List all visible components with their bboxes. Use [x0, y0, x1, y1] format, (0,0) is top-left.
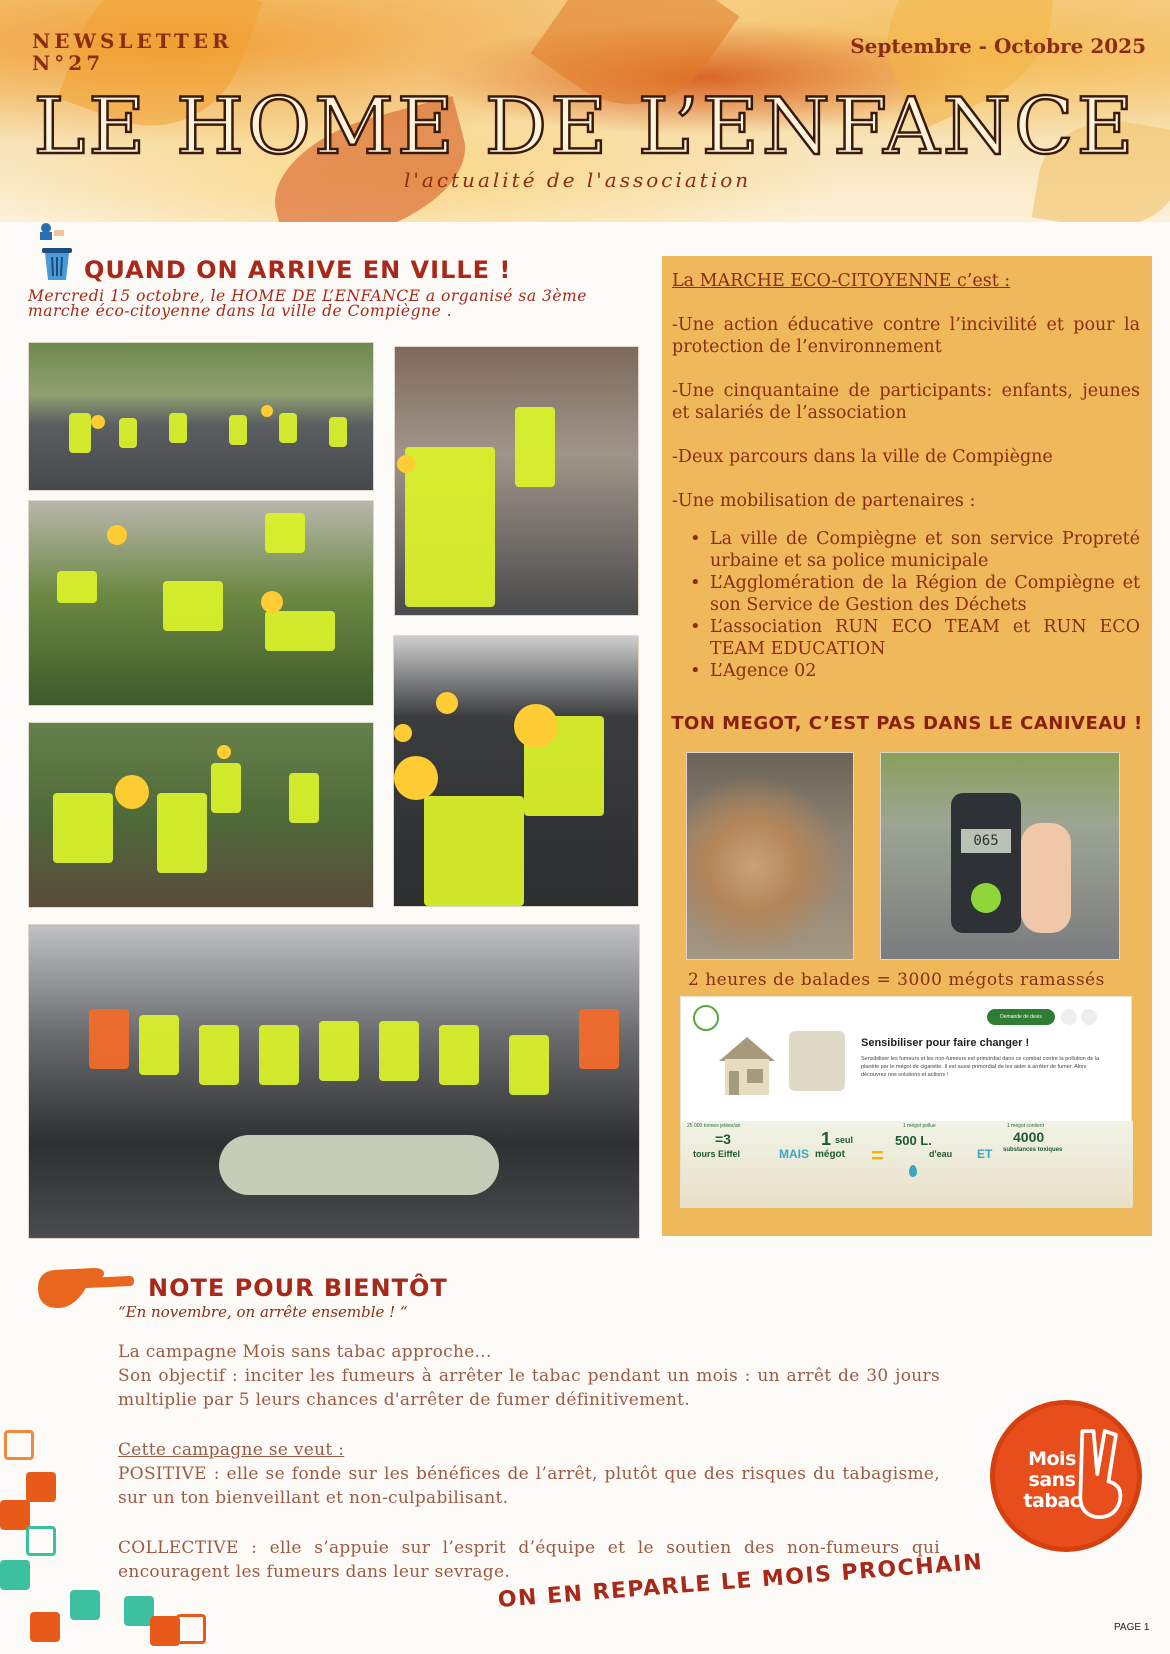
newsletter-title: LE HOME DE L’ENFANCE	[33, 82, 1137, 172]
decorative-cross	[30, 1612, 60, 1642]
article-title: QUAND ON ARRIVE EN VILLE !	[84, 256, 512, 284]
photo-cigarette-butts	[686, 752, 854, 960]
counter-display: 065	[961, 829, 1011, 853]
stat-label: mégot	[815, 1149, 845, 1160]
stat-caption: 1 mégot contient	[1007, 1123, 1044, 1129]
photo-litter-picking-park	[28, 500, 374, 706]
stat-caption: 25 000 tonnes jetées/an	[687, 1123, 741, 1129]
note-subtitle: “En novembre, on arrête ensemble ! “	[118, 1303, 408, 1321]
photo-park-cleanup	[28, 722, 374, 908]
logo-icon	[693, 1005, 719, 1031]
stat-value: 4000	[1013, 1129, 1045, 1145]
list-item: • L’Agence 02	[690, 660, 1140, 682]
note-paragraph: La campagne Mois sans tabac approche...	[118, 1342, 492, 1362]
note-paragraph: Son objectif : inciter les fumeurs à arrêter le tabac pendant un mois : un arrêt de 30 jours multiplie par 5 leurs chances d'arrêter de fumer définitivement.	[118, 1366, 940, 1410]
newsletter-number: NEWSLETTER N°27	[32, 29, 233, 75]
list-item: • L’association RUN ECO TEAM et RUN ECO TEAM EDUCATION	[690, 616, 1140, 660]
sidebar-paragraph: -Une cinquantaine de participants: enfants, jeunes et salariés de l’association	[672, 381, 1140, 423]
decorative-cross	[176, 1614, 206, 1644]
user-icon[interactable]	[1061, 1009, 1077, 1025]
note-paragraph: Cette campagne se veut :	[118, 1440, 345, 1460]
water-drop-icon	[909, 1165, 917, 1177]
megot-heading: TON MEGOT, C’EST PAS DANS LE CANIVEAU !	[671, 713, 1143, 734]
mois-sans-tabac-badge	[990, 1400, 1142, 1552]
photo-children-street	[394, 346, 639, 616]
decorative-cross	[26, 1526, 56, 1556]
stat-value: 500 L.	[895, 1133, 932, 1148]
photo-group-courtyard	[28, 342, 374, 491]
stat-value: =3	[715, 1131, 731, 1147]
stat-unit: seul	[835, 1135, 854, 1145]
header-banner	[0, 0, 1170, 222]
photo-group-celebration	[28, 924, 640, 1239]
issue-date: Septembre - Octobre 2025	[850, 34, 1146, 58]
infographic-body: Sensibiliser les fumeurs et les non-fumeurs est primordial dans ce combat contre la pollution de la planète par le mégot de cigarette. Il est aussi primordial de les aider à arrêter de fumer. Alors découvrez nos solutions et actions !	[861, 1056, 1100, 1078]
decorative-cross	[0, 1500, 30, 1530]
infographic-card	[680, 996, 1132, 1208]
infographic-title: Sensibiliser pour faire changer !	[861, 1037, 1030, 1049]
quote-request-button[interactable]: Demande de devis	[987, 1009, 1055, 1025]
page-number: PAGE 1	[1114, 1622, 1150, 1633]
partner-list	[690, 528, 1140, 682]
cart-icon[interactable]	[1081, 1009, 1097, 1025]
info-sidebar	[662, 256, 1152, 1236]
photo-children-close-up	[393, 635, 639, 907]
article-intro: Mercredi 15 octobre, le HOME DE L’ENFANCE a organisé sa 3ème marche éco-citoyenne dans la ville de Compiègne .	[28, 287, 587, 320]
newsletter-subtitle: l'actualité de l'association	[404, 168, 752, 192]
stat-label: d'eau	[929, 1149, 953, 1159]
keyword-equals: =	[871, 1143, 884, 1168]
closing-message: ON EN REPARLE LE MOIS PROCHAIN	[497, 1549, 985, 1613]
decorative-cross	[26, 1472, 56, 1502]
sidebar-paragraph: -Une mobilisation de partenaires :	[672, 491, 976, 511]
badge-label: Mois sans tabac	[1023, 1448, 1081, 1512]
stat-value: 1	[821, 1129, 832, 1149]
cigarette-pack-icon	[789, 1031, 845, 1091]
stat-label: tours Eiffel	[693, 1149, 741, 1159]
note-paragraph: POSITIVE : elle se fonde sur les bénéfices de l’arrêt, plutôt que des risques du tabagisme, sur un ton bienveillant et non-culpabilisant.	[118, 1464, 940, 1508]
decorative-cross	[70, 1590, 100, 1620]
megot-caption: 2 heures de balades = 3000 mégots ramassés	[688, 970, 1105, 990]
recycle-bin-icon	[38, 222, 76, 282]
note-paragraph: COLLECTIVE : elle s’appuie sur l’esprit d’équipe et le soutien des non-fumeurs qui encouragent les fumeurs dans leur sevrage.	[118, 1538, 940, 1582]
counter-device	[951, 793, 1021, 933]
list-item: • La ville de Compiègne et son service Propreté urbaine et sa police municipale	[690, 528, 1140, 572]
keyword-mais: MAIS	[779, 1147, 809, 1161]
keyword-et: ET	[977, 1147, 993, 1161]
sidebar-heading: La MARCHE ECO-CITOYENNE c’est :	[672, 271, 1011, 291]
stat-label: substances toxiques	[1003, 1147, 1063, 1153]
peace-hand-icon	[1073, 1419, 1129, 1529]
decorative-cross	[4, 1430, 34, 1460]
house-icon	[715, 1031, 779, 1097]
decorative-cross	[0, 1560, 30, 1590]
sidebar-paragraph: -Deux parcours dans la ville de Compiègne	[672, 447, 1053, 467]
photo-butt-counter	[880, 752, 1120, 960]
note-title: NOTE POUR BIENTÔT	[148, 1274, 448, 1302]
stats-band	[681, 1121, 1133, 1207]
sidebar-paragraph: -Une action éducative contre l’incivilité et pour la protection de l’environnement	[672, 315, 1140, 357]
stat-caption: 1 mégot pollue	[903, 1123, 936, 1129]
list-item: • L’Agglomération de la Région de Compiègne et son Service de Gestion des Déchets	[690, 572, 1140, 616]
